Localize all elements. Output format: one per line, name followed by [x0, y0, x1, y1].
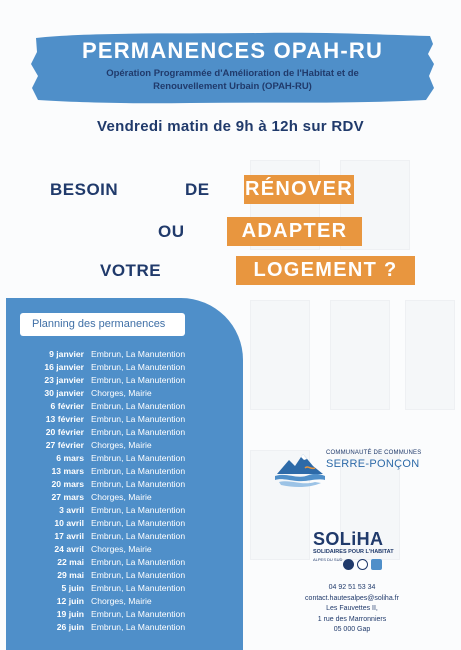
planning-date: 5 juin [61, 583, 84, 593]
planning-date: 6 février [50, 401, 84, 411]
planning-row [0, 530, 243, 543]
soliha-logo [313, 529, 403, 573]
partner-badge-icon [357, 559, 368, 570]
planning-row [0, 517, 243, 530]
planning-date: 16 janvier [44, 362, 84, 372]
planning-location: Embrun, La Manutention [91, 401, 186, 411]
subtitle-line-1: Opération Programmée d'Amélioration de l'Habitat et de [106, 68, 359, 79]
planning-date: 6 mars [56, 453, 84, 463]
contact-address-1: Les Fauvettes II, [326, 605, 378, 612]
headline-ou: OU [158, 222, 185, 241]
planning-row [0, 348, 243, 361]
planning-location: Embrun, La Manutention [91, 466, 186, 476]
planning-location: Embrun, La Manutention [91, 622, 186, 632]
page-title: PERMANENCES OPAH-RU [81, 38, 384, 63]
planning-date: 24 avril [54, 544, 84, 554]
planning-row [0, 556, 243, 569]
planning-row [0, 465, 243, 478]
planning-date: 27 mars [51, 492, 84, 502]
planning-date: 19 juin [56, 609, 84, 619]
planning-date: 12 juin [56, 596, 84, 606]
subtitle-line-2: Renouvellement Urbain (OPAH-RU) [153, 81, 312, 92]
headline-renover-tag: RÉNOVER [244, 175, 354, 204]
headline-adapter-tag: ADAPTER [227, 217, 362, 246]
planning-row [0, 478, 243, 491]
headline-de: DE [185, 180, 210, 199]
contact-email: contact.hautesalpes@soliha.fr [305, 594, 399, 602]
planning-row [0, 504, 243, 517]
planning-location: Embrun, La Manutention [91, 518, 186, 528]
planning-location: Chorges, Mairie [91, 388, 152, 398]
contact-address-2: 1 rue des Marronniers [317, 615, 387, 623]
planning-location: Embrun, La Manutention [91, 609, 186, 619]
planning-date: 20 février [45, 427, 84, 437]
contact-address-3: 05 000 Gap [333, 626, 371, 633]
planning-location: Embrun, La Manutention [91, 479, 186, 489]
planning-location: Embrun, La Manutention [91, 531, 186, 541]
planning-row [0, 413, 243, 426]
contact-block [282, 583, 422, 636]
partner-badge-icon [343, 559, 354, 570]
planning-row [0, 608, 243, 621]
planning-location: Embrun, La Manutention [91, 349, 186, 359]
planning-location: Embrun, La Manutention [91, 505, 186, 515]
planning-location: Embrun, La Manutention [91, 453, 186, 463]
planning-row [0, 387, 243, 400]
planning-row [0, 400, 243, 413]
contact-phone: 04 92 51 53 34 [328, 584, 376, 591]
planning-row [0, 491, 243, 504]
soliha-region: ALPES DU SUD [313, 557, 343, 562]
planning-date: 3 avril [59, 505, 84, 515]
planning-row [0, 452, 243, 465]
planning-title: Planning des permanences [20, 313, 185, 336]
planning-date: 30 janvier [44, 388, 84, 398]
schedule-info: Vendredi matin de 9h à 12h sur RDV [97, 118, 364, 135]
page-subtitle [50, 67, 415, 93]
planning-date: 10 avril [54, 518, 84, 528]
headline-logement-tag: LOGEMENT ? [236, 256, 415, 285]
planning-date: 26 juin [56, 622, 84, 632]
planning-location: Chorges, Mairie [91, 596, 152, 606]
planning-date: 9 janvier [49, 349, 84, 359]
soliha-tagline: SOLIDAIRES POUR L'HABITAT [313, 549, 394, 555]
planning-date: 17 avril [54, 531, 84, 541]
planning-location: Embrun, La Manutention [91, 362, 186, 372]
planning-row [0, 621, 243, 634]
planning-location: Embrun, La Manutention [91, 414, 186, 424]
planning-date: 20 mars [51, 479, 84, 489]
headline-votre: VOTRE [100, 261, 162, 280]
planning-location: Chorges, Mairie [91, 440, 152, 450]
header-banner [30, 30, 435, 105]
planning-row [0, 374, 243, 387]
planning-row [0, 569, 243, 582]
planning-date: 27 février [45, 440, 84, 450]
planning-row [0, 582, 243, 595]
partner-badge-icon [371, 559, 382, 570]
ccsp-logo [275, 448, 425, 493]
planning-row [0, 595, 243, 608]
planning-row [0, 543, 243, 556]
planning-location: Embrun, La Manutention [91, 427, 186, 437]
planning-date: 22 mai [57, 557, 84, 567]
planning-date: 13 mars [51, 466, 84, 476]
planning-date: 13 février [45, 414, 84, 424]
planning-row [0, 439, 243, 452]
mountain-lake-icon [275, 448, 325, 488]
planning-location: Embrun, La Manutention [91, 557, 186, 567]
planning-location: Embrun, La Manutention [91, 583, 186, 593]
planning-date: 23 janvier [44, 375, 84, 385]
planning-date: 29 mai [57, 570, 84, 580]
planning-row [0, 361, 243, 374]
ccsp-small-label: COMMUNAUTÉ DE COMMUNES [326, 450, 422, 456]
headline-besoin: BESOIN [50, 180, 119, 199]
planning-location: Chorges, Mairie [91, 544, 152, 554]
soliha-wordmark: SOLiHA [313, 529, 384, 549]
planning-location: Embrun, La Manutention [91, 375, 186, 385]
planning-location: Embrun, La Manutention [91, 570, 186, 580]
ccsp-name: SERRE-PONÇON [326, 458, 420, 470]
planning-location: Chorges, Mairie [91, 492, 152, 502]
planning-row [0, 426, 243, 439]
